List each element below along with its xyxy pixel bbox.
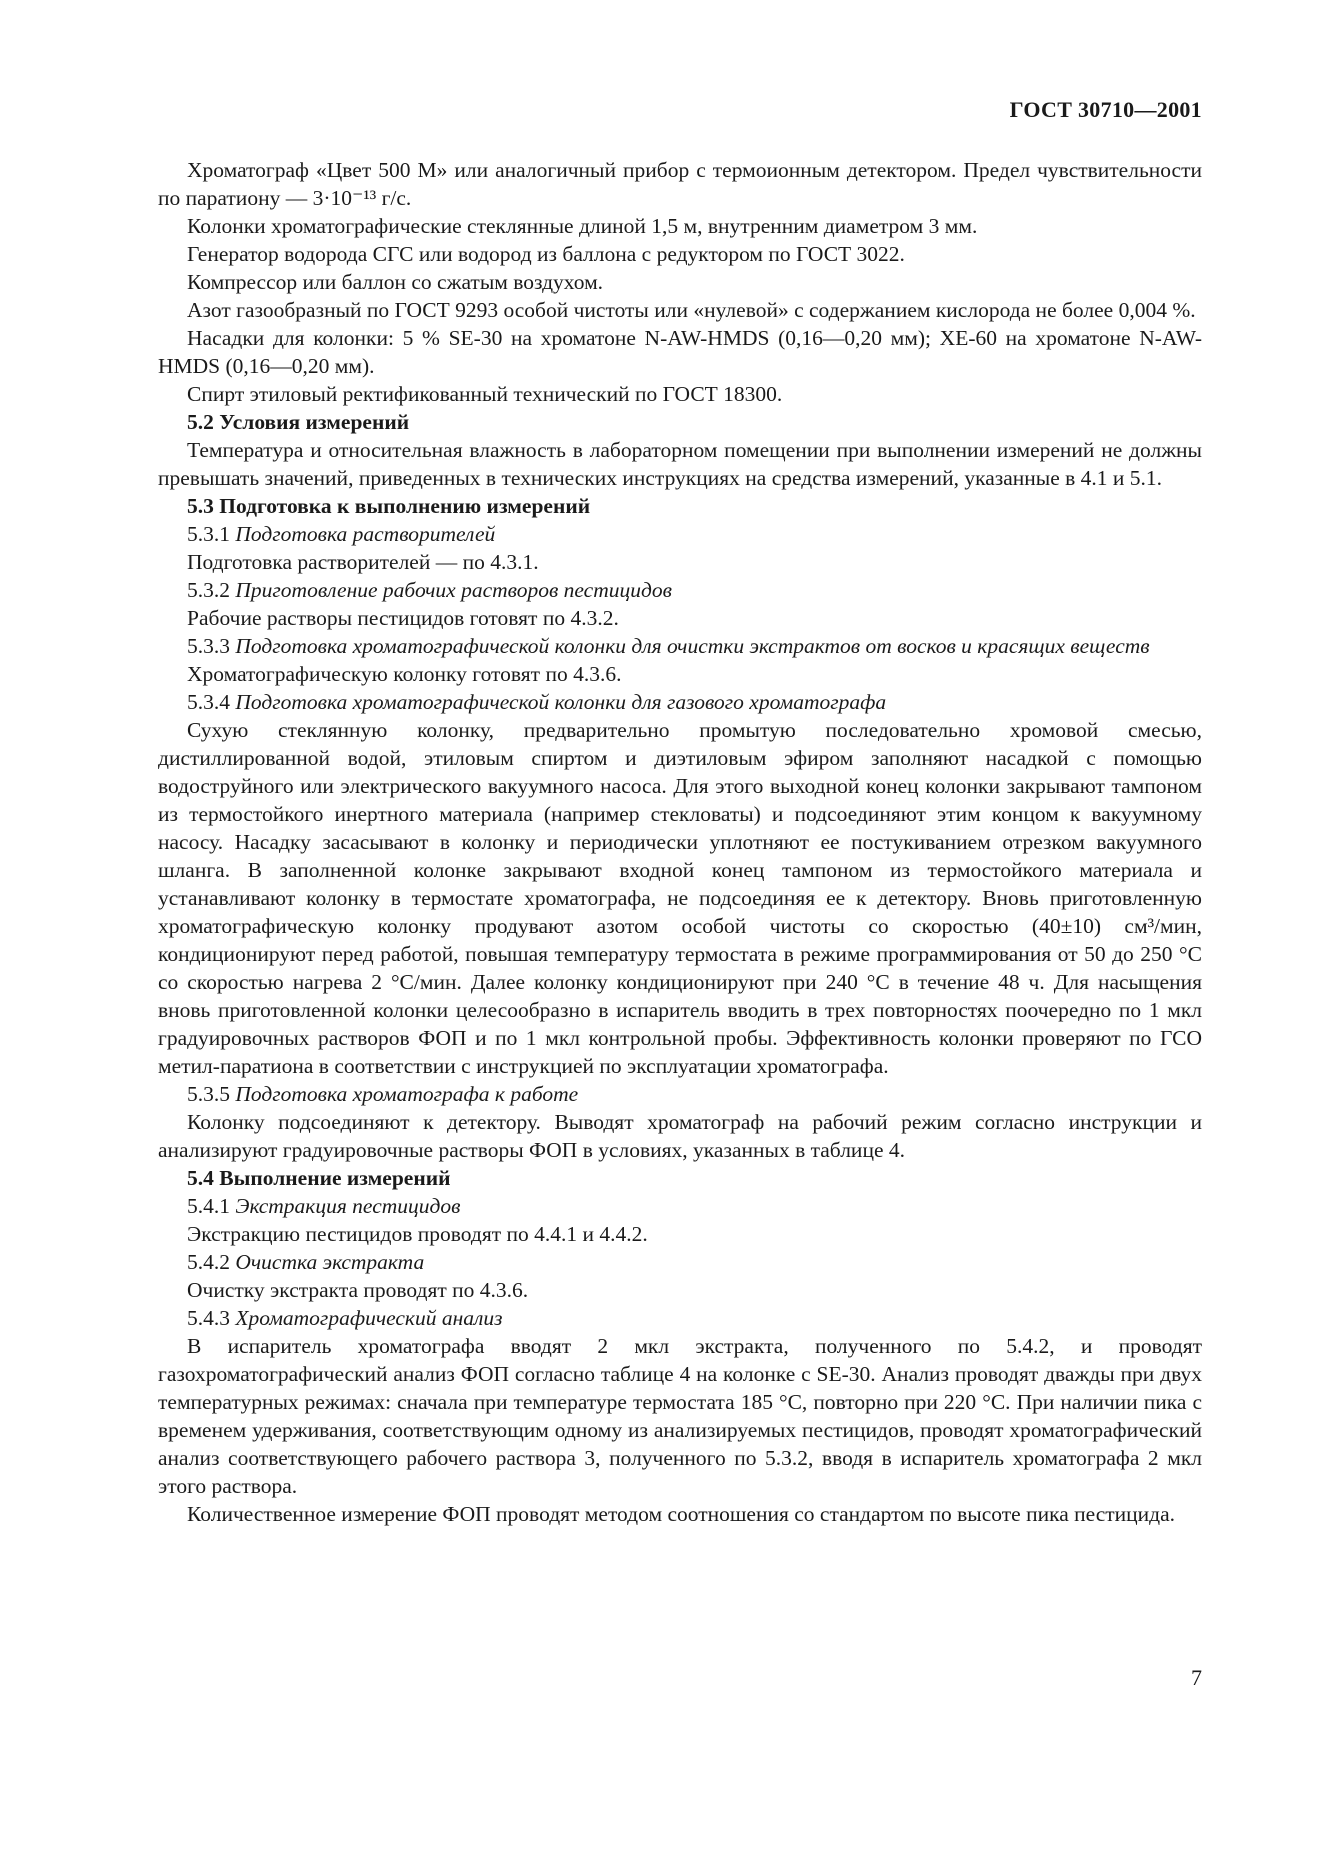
subsection-number: 5.3.2 [187,578,230,602]
subsection-title: Приготовление рабочих растворов пестицидов [235,578,672,602]
paragraph: Хроматографическую колонку готовят по 4.3.6. [187,662,622,686]
paragraph: Колонку подсоединяют к детектору. Выводят хроматограф на рабочий режим согласно инструкции и анализируют градуировочные растворы ФОП в условиях, указанных в таблице 4. [158,1110,1202,1162]
subsection-heading [158,1080,1202,1108]
subsection-title: Подготовка хроматографической колонки для очистки экстрактов от восков и красящих веществ [235,634,1150,658]
paragraph: Азот газообразный по ГОСТ 9293 особой чистоты или «нулевой» с содержанием кислорода не более 0,004 %. [187,298,1196,322]
paragraph: Температура и относительная влажность в лабораторном помещении при выполнении измерений не должны превышать значений, приведенных в технических инструкциях на средства измерений, указанные в 4.1 и 5.1. [158,438,1202,490]
paragraph: Спирт этиловый ректификованный технический по ГОСТ 18300. [187,382,783,406]
paragraph: Насадки для колонки: 5 % SE-30 на хроматоне N-AW-HMDS (0,16—0,20 мм); ХЕ-60 на хроматоне N-AW-HMDS (0,16—0,20 мм). [158,326,1202,378]
page-number: 7 [1191,1665,1202,1690]
section-heading: 5.3 Подготовка к выполнению измерений [187,494,591,518]
paragraph: В испаритель хроматографа вводят 2 мкл экстракта, полученного по 5.4.2, и проводят газохроматографический анализ ФОП согласно таблице 4 на колонке с SE-30. Анализ проводят дважды при двух температурных режимах: сначала при температуре термостата 185 °С, повторно при 220 °С. При наличии пика с временем удерживания, соответствующим одному из анализируемых пестицидов, проводят хроматографический анализ соответствующего рабочего раствора 3, полученного по 5.3.2, вводя в испаритель хроматографа 2 мкл этого раствора. [158,1334,1202,1498]
subsection-title: Очистка экстракта [235,1250,425,1274]
paragraph: Генератор водорода СГС или водород из баллона с редуктором по ГОСТ 3022. [187,242,905,266]
subsection-title: Подготовка растворителей [235,522,496,546]
subsection-heading [158,632,1202,660]
paragraph: Экстракцию пестицидов проводят по 4.4.1 и 4.4.2. [187,1222,648,1246]
subsection-heading [158,1304,1202,1332]
subsection-title: Экстракция пестицидов [235,1194,461,1218]
section-heading: 5.4 Выполнение измерений [187,1166,451,1190]
subsection-number: 5.4.2 [187,1250,230,1274]
document-body [158,156,1202,1528]
paragraph: Колонки хроматографические стеклянные длиной 1,5 м, внутренним диаметром 3 мм. [187,214,978,238]
paragraph: Подготовка растворителей — по 4.3.1. [187,550,539,574]
subsection-title: Хроматографический анализ [235,1306,503,1330]
subsection-title: Подготовка хроматографической колонки для газового хроматографа [235,690,887,714]
subsection-number: 5.3.3 [187,634,230,658]
paragraph: Количественное измерение ФОП проводят методом соотношения со стандартом по высоте пика пестицида. [187,1502,1176,1526]
subsection-number: 5.3.1 [187,522,230,546]
paragraph: Рабочие растворы пестицидов готовят по 4.3.2. [187,606,619,630]
subsection-heading [158,1248,1202,1276]
subsection-heading [158,576,1202,604]
subsection-heading [158,1192,1202,1220]
subsection-number: 5.3.5 [187,1082,230,1106]
paragraph: Хроматограф «Цвет 500 М» или аналогичный прибор с термоионным детектором. Предел чувствительности по паратиону — 3·10⁻¹³ г/с. [158,158,1202,210]
subsection-number: 5.4.3 [187,1306,230,1330]
subsection-number: 5.3.4 [187,690,230,714]
section-heading: 5.2 Условия измерений [187,410,410,434]
subsection-heading [158,688,1202,716]
subsection-number: 5.4.1 [187,1194,230,1218]
subsection-title: Подготовка хроматографа к работе [235,1082,579,1106]
paragraph: Очистку экстракта проводят по 4.3.6. [187,1278,529,1302]
paragraph: Компрессор или баллон со сжатым воздухом. [187,270,604,294]
standard-header: ГОСТ 30710—2001 [1009,97,1202,122]
subsection-heading [158,520,1202,548]
paragraph: Сухую стеклянную колонку, предварительно промытую последовательно хромовой смесью, дистиллированной водой, этиловым спиртом и диэтиловым эфиром заполняют насадкой с помощью водоструйного или электрического вакуумного насоса. Для этого выходной конец колонки закрывают тампоном из термостойкого инертного материала (например стекловаты) и подсоединяют этим концом к вакуумному насосу. Насадку засасывают в колонку и периодически уплотняют ее постукиванием отрезком вакуумного шланга. В заполненной колонке закрывают входной конец тампоном из термостойкого материала и устанавливают колонку в термостате хроматографа, не подсоединяя ее к детектору. Вновь приготовленную хроматографическую колонку продувают азотом особой чистоты со скоростью (40±10) см³/мин, кондиционируют перед работой, повышая температуру термостата в режиме программирования от 50 до 250 °С со скоростью нагрева 2 °С/мин. Далее колонку кондиционируют при 240 °С в течение 48 ч. Для насыщения вновь приготовленной колонки целесообразно в испаритель вводить в трех повторностях поочередно по 1 мкл градуировочных растворов ФОП и по 1 мкл контрольной пробы. Эффективность колонки проверяют по ГСО метил-паратиона в соответствии с инструкцией по эксплуатации хроматографа. [158,718,1202,1078]
